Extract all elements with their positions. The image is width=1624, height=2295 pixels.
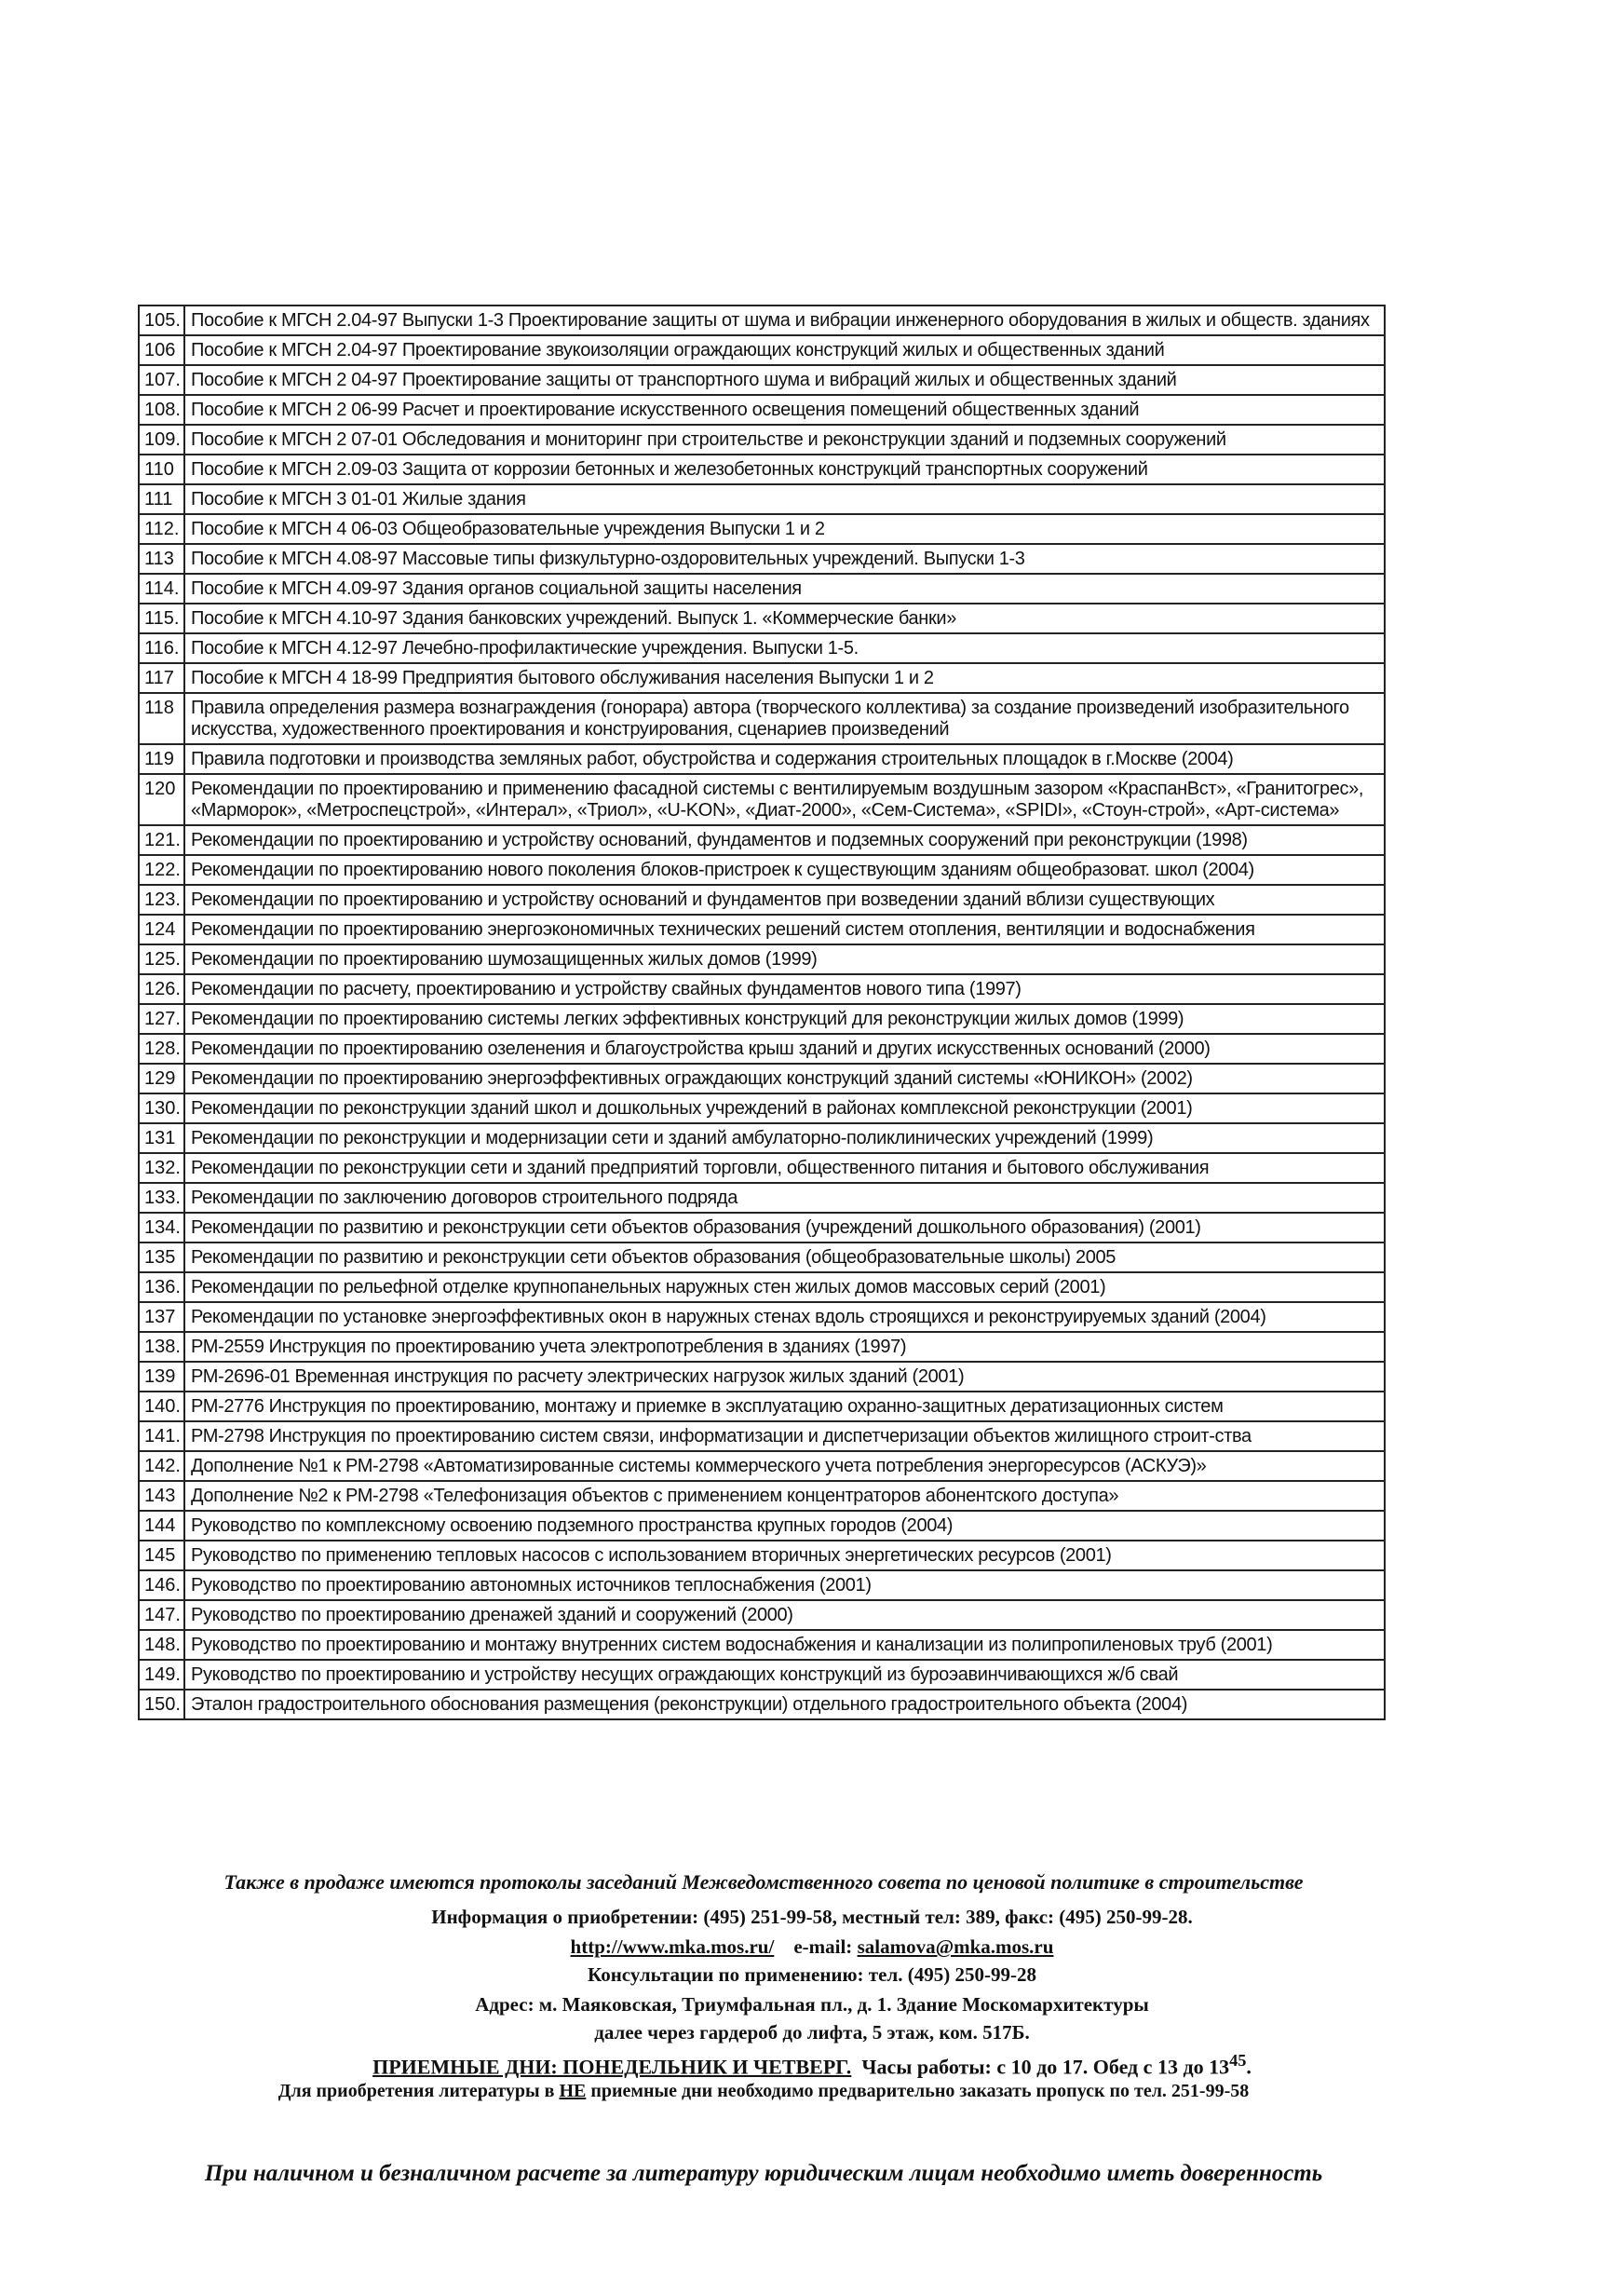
row-title: Руководство по комплексному освоению подземного пространства крупных городов (2004) [184,1511,1385,1541]
website-link[interactable]: http://www.mka.mos.ru/ [570,1935,775,1958]
row-title: Рекомендации по реконструкции зданий школ и дошкольных учреждений в районах комплексной реконструкции (2001) [184,1093,1385,1123]
table-row [139,1093,1385,1123]
contacts-web [0,1935,1624,1959]
row-number: 132. [139,1153,184,1183]
row-title: Руководство по проектированию автономных источников теплоснабжения (2001) [184,1570,1385,1600]
row-number: 147. [139,1600,184,1630]
table-row [139,1272,1385,1302]
row-number: 145 [139,1541,184,1570]
row-number: 105. [139,306,184,335]
row-number: 127. [139,1004,184,1034]
row-title: Руководство по проектированию и монтажу внутренних систем водоснабжения и канализации из полипропиленовых труб (2001) [184,1630,1385,1660]
row-number: 114. [139,574,184,604]
row-title: РМ-2696-01 Временная инструкция по расчету электрических нагрузок жилых зданий (2001) [184,1362,1385,1392]
row-number: 126. [139,974,184,1004]
row-title: Рекомендации по проектированию и применению фасадной системы с вентилируемым воздушным зазором «КраспанВст», «Гранитогрес», «Марморок», «Метроспецстрой», «Интерал», «Триол», «U-KON», «Диат-2000», «Сем-Система», «SPIDI», «Стоун-строй», «Арт-система» [184,774,1385,825]
working-hours-minutes: 45 [1229,2051,1247,2070]
address: Адрес: м. Маяковская, Триумфальная пл., д. 1. Здание Москомархитектуры [475,1993,1149,2016]
advance-note-start: Для приобретения литературы в [277,2081,555,2101]
working-hours: Часы работы: с 10 до 17. Обед с 13 до 13 [861,2055,1230,2079]
row-title: РМ-2798 Инструкция по проектированию систем связи, информатизации и диспетчеризации объектов жилищного строит-ства [184,1421,1385,1451]
email-link[interactable]: salamova@mka.mos.ru [857,1935,1054,1958]
row-number: 135 [139,1243,184,1272]
table-row [139,1123,1385,1153]
row-title: Рекомендации по реконструкции сети и зданий предприятий торговли, общественного питания и бытового обслуживания [184,1153,1385,1183]
row-number: 109. [139,425,184,455]
row-number: 112. [139,514,184,544]
table-row [139,1570,1385,1600]
table-row [139,1541,1385,1570]
table-row [139,1004,1385,1034]
row-number: 115. [139,604,184,633]
row-number: 116. [139,633,184,663]
row-number: 146. [139,1570,184,1600]
reception-days [0,2051,1624,2079]
row-number: 149. [139,1660,184,1690]
row-number: 106 [139,335,184,365]
row-title: Пособие к МГСН 2.04-97 Проектирование звукоизоляции ограждающих конструкций жилых и общественных зданий [184,335,1385,365]
row-title: Руководство по проектированию дренажей зданий и сооружений (2000) [184,1600,1385,1630]
table-row [139,1451,1385,1481]
row-number: 110 [139,455,184,484]
table-row [139,944,1385,974]
row-title: Пособие к МГСН 2 07-01 Обследования и мониторинг при строительстве и реконструкции зданий и подземных сооружений [184,425,1385,455]
row-number: 123. [139,885,184,915]
row-number: 107. [139,365,184,395]
publications-table-body [139,306,1385,1719]
row-number: 133. [139,1183,184,1213]
row-title: Руководство по применению тепловых насосов с использованием вторичных энергетических ресурсов (2001) [184,1541,1385,1570]
row-number: 139 [139,1362,184,1392]
table-row [139,306,1385,335]
row-number: 130. [139,1093,184,1123]
row-number: 138. [139,1332,184,1362]
row-title: Пособие к МГСН 3 01-01 Жилые здания [184,484,1385,514]
table-row [139,855,1385,885]
row-title: РМ-2776 Инструкция по проектированию, монтажу и приемке в эксплуатацию охранно-защитных дератизационных систем [184,1392,1385,1421]
row-title: Пособие к МГСН 2 04-97 Проектирование защиты от транспортного шума и вибраций жилых и общественных зданий [184,365,1385,395]
row-number: 141. [139,1421,184,1451]
row-title: Рекомендации по установке энергоэффективных окон в наружных стенах вдоль строящихся и реконструируемых зданий (2004) [184,1302,1385,1332]
row-number: 113 [139,544,184,574]
email-label: e-mail: [793,1935,853,1958]
table-row [139,1302,1385,1332]
sale-note: Также в продаже имеются протоколы заседаний Межведомственного совета по ценовой политике в строительстве [223,1870,1304,1894]
row-title: Рекомендации по проектированию и устройству оснований и фундаментов при возведении зданий вблизи существующих [184,885,1385,915]
row-title: Рекомендации по проектированию и устройству оснований, фундаментов и подземных сооружений при реконструкции (1998) [184,825,1385,855]
table-row [139,885,1385,915]
row-title: Правила определения размера вознаграждения (гонорара) автора (творческого коллектива) за создание произведений изобразительного искусства, художественного проектирования и конструирования, сценариев произведений [184,693,1385,744]
row-number: 121. [139,825,184,855]
row-title: Рекомендации по проектированию энергоэкономичных технических решений систем отопления, вентиляции и водоснабжения [184,915,1385,944]
row-title: Пособие к МГСН 4 18-99 Предприятия бытового обслуживания населения Выпуски 1 и 2 [184,663,1385,693]
row-number: 140. [139,1392,184,1421]
row-title: Дополнение №2 к РМ-2798 «Телефонизация объектов с применением концентраторов абонентского доступа» [184,1481,1385,1511]
table-row [139,1183,1385,1213]
table-row [139,974,1385,1004]
power-of-attorney-note: При наличном и безналичном расчете за литературу юридическим лицам необходимо иметь доверенность [204,2161,1323,2186]
table-row [139,1600,1385,1630]
row-title: Рекомендации по расчету, проектированию и устройству свайных фундаментов нового типа (1997) [184,974,1385,1004]
working-hours-end: . [1246,2055,1252,2079]
row-title: Пособие к МГСН 2 06-99 Расчет и проектирование искусственного освещения помещений общественных зданий [184,395,1385,425]
table-row [139,604,1385,633]
table-row [139,1034,1385,1064]
row-title: Рекомендации по проектированию шумозащищенных жилых домов (1999) [184,944,1385,974]
row-title: Рекомендации по проектированию озеленения и благоустройства крыш зданий и других искусственных оснований (2000) [184,1034,1385,1064]
row-number: 131 [139,1123,184,1153]
row-title: Рекомендации по заключению договоров строительного подряда [184,1183,1385,1213]
advance-note-end: приемные дни необходимо предварительно заказать пропуск по тел. 251-99-58 [590,2081,1250,2101]
table-row [139,455,1385,484]
row-number: 117 [139,663,184,693]
row-number: 124 [139,915,184,944]
row-number: 137 [139,1302,184,1332]
table-row [139,1481,1385,1511]
row-number: 122. [139,855,184,885]
row-number: 144 [139,1511,184,1541]
row-title: Рекомендации по развитию и реконструкции сети объектов образования (учреждений дошкольного образования) (2001) [184,1213,1385,1243]
table-row [139,574,1385,604]
table-row [139,514,1385,544]
row-title: РМ-2559 Инструкция по проектированию учета электропотребления в зданиях (1997) [184,1332,1385,1362]
table-row [139,484,1385,514]
row-title: Пособие к МГСН 2.04-97 Выпуски 1-3 Проектирование защиты от шума и вибрации инженерного оборудования в жилых и обществ. зданиях [184,306,1385,335]
address-directions: далее через гардероб до лифта, 5 этаж, ком. 517Б. [594,2021,1030,2044]
table-row [139,425,1385,455]
table-row [139,663,1385,693]
table-row [139,1511,1385,1541]
row-number: 134. [139,1213,184,1243]
row-number: 108. [139,395,184,425]
row-number: 136. [139,1272,184,1302]
table-row [139,1362,1385,1392]
purchase-info: Информация о приобретении: (495) 251-99-58, местный тел: 389, факс: (495) 250-99-28. [431,1906,1193,1928]
table-row [139,1660,1385,1690]
table-row [139,1243,1385,1272]
row-title: Рекомендации по рельефной отделке крупнопанельных наружных стен жилых домов массовых серий (2001) [184,1272,1385,1302]
row-title: Рекомендации по развитию и реконструкции сети объектов образования (общеобразовательные школы) 2005 [184,1243,1385,1272]
row-title: Пособие к МГСН 4.09-97 Здания органов социальной защиты населения [184,574,1385,604]
row-number: 118 [139,693,184,744]
row-title: Дополнение №1 к РМ-2798 «Автоматизированные системы коммерческого учета потребления энергоресурсов (АСКУЭ)» [184,1451,1385,1481]
row-number: 128. [139,1034,184,1064]
table-row [139,915,1385,944]
row-title: Пособие к МГСН 2.09-03 Защита от коррозии бетонных и железобетонных конструкций транспортных сооружений [184,455,1385,484]
row-title: Пособие к МГСН 4.12-97 Лечебно-профилактические учреждения. Выпуски 1-5. [184,633,1385,663]
row-number: 120 [139,774,184,825]
table-row [139,1332,1385,1362]
table-row [139,1630,1385,1660]
row-number: 148. [139,1630,184,1660]
row-number: 111 [139,484,184,514]
row-number: 119 [139,744,184,774]
row-title: Пособие к МГСН 4.10-97 Здания банковских учреждений. Выпуск 1. «Коммерческие банки» [184,604,1385,633]
row-title: Эталон градостроительного обоснования размещения (реконструкции) отдельного градостроительного объекта (2004) [184,1690,1385,1719]
row-number: 125. [139,944,184,974]
table-row [139,1213,1385,1243]
row-title: Рекомендации по проектированию нового поколения блоков-пристроек к существующим зданиям общеобразоват. школ (2004) [184,855,1385,885]
row-title: Рекомендации по проектированию энергоэффективных ограждающих конструкций зданий системы «ЮНИКОН» (2002) [184,1064,1385,1093]
table-row [139,395,1385,425]
row-title: Пособие к МГСН 4 06-03 Общеобразовательные учреждения Выпуски 1 и 2 [184,514,1385,544]
row-number: 143 [139,1481,184,1511]
reception-days-label: ПРИЕМНЫЕ ДНИ: ПОНЕДЕЛЬНИК И ЧЕТВЕРГ. [372,2055,852,2079]
table-row [139,544,1385,574]
table-row [139,1064,1385,1093]
advance-order-note [112,2081,1415,2102]
row-number: 150. [139,1690,184,1719]
row-title: Руководство по проектированию и устройству несущих ограждающих конструкций из буроэавинчивающихся ж/б свай [184,1660,1385,1690]
publications-table [138,305,1386,1720]
table-row [139,1153,1385,1183]
consultation-info: Консультации по применению: тел. (495) 250-99-28 [588,1963,1036,1986]
table-row [139,365,1385,395]
table-row [139,1392,1385,1421]
table-row [139,744,1385,774]
advance-note-not: НЕ [559,2081,587,2101]
table-row [139,825,1385,855]
row-number: 129 [139,1064,184,1093]
row-number: 142. [139,1451,184,1481]
table-row [139,335,1385,365]
row-title: Рекомендации по проектированию системы легких эффективных конструкций для реконструкции жилых домов (1999) [184,1004,1385,1034]
row-title: Пособие к МГСН 4.08-97 Массовые типы физкультурно-оздоровительных учреждений. Выпуски 1-3 [184,544,1385,574]
table-row [139,774,1385,825]
row-title: Рекомендации по реконструкции и модернизации сети и зданий амбулаторно-поликлинических учреждений (1999) [184,1123,1385,1153]
table-row [139,1690,1385,1719]
table-row [139,633,1385,663]
table-row [139,693,1385,744]
table-row [139,1421,1385,1451]
row-title: Правила подготовки и производства земляных работ, обустройства и содержания строительных площадок в г.Москве (2004) [184,744,1385,774]
